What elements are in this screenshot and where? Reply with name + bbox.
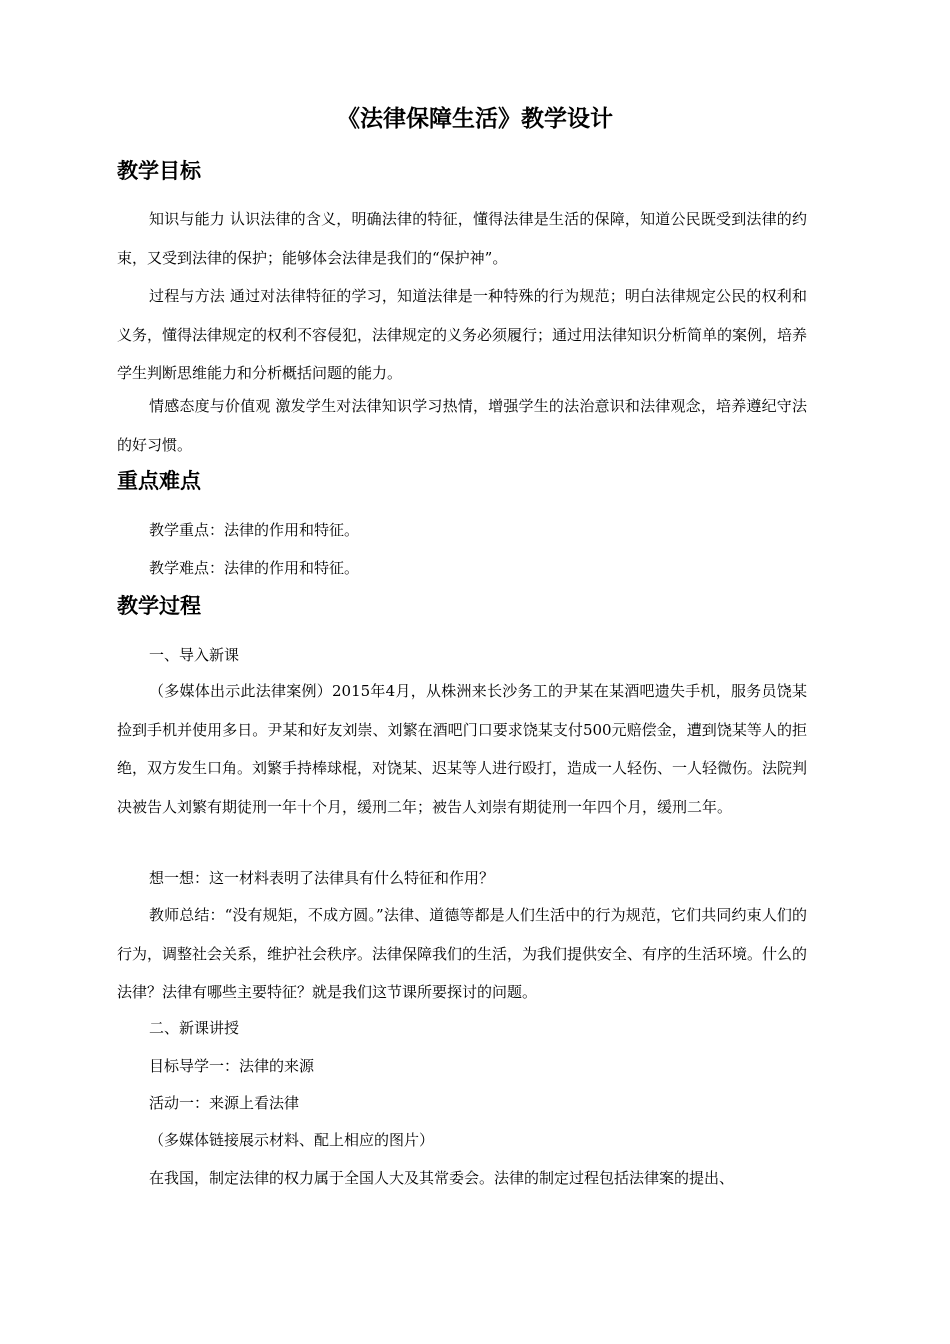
section-heading-process: 教学过程	[117, 594, 201, 618]
media-note-line: （多媒体链接展示材料、配上相应的图片）	[149, 1131, 435, 1149]
think-line: 想一想：这一材料表明了法律具有什么特征和作用？	[149, 869, 495, 887]
last-line: 在我国，制定法律的权力属于全国人大及其常委会。法律的制定过程包括法律案的提出、	[149, 1169, 735, 1187]
goal1-line: 目标导学一：法律的来源	[149, 1057, 315, 1075]
key-point-line: 教学重点：法律的作用和特征。	[149, 521, 360, 539]
section-heading-objectives: 教学目标	[117, 159, 201, 183]
objective-emotion-paragraph: 情感态度与价值观 激发学生对法律知识学习热情，增强学生的法治意识和法律观念，培养遵纪守法的好习惯。	[117, 397, 807, 454]
teacher-summary-paragraph: 教师总结：“没有规矩，不成方圆。”法律、道德等都是人们生活中的行为规范，它们共同约束人们的行为，调整社会关系，维护社会秩序。法律保障我们的生活，为我们提供安全、有序的生活环境。什么的法律？法律有哪些主要特征？就是我们这节课所要探讨的问题。	[117, 906, 808, 1001]
activity1-line: 活动一：来源上看法律	[149, 1094, 300, 1112]
difficult-point-line: 教学难点：法律的作用和特征。	[149, 559, 360, 577]
step1-title: 一、导入新课	[149, 646, 240, 664]
section-heading-key-points: 重点难点	[117, 469, 201, 493]
document-title: 《法律保障生活》教学设计	[337, 106, 613, 132]
objective-process-paragraph: 过程与方法 通过对法律特征的学习，知道法律是一种特殊的行为规范；明白法律规定公民的权利和义务，懂得法律规定的权利不容侵犯，法律规定的义务必须履行；通过用法律知识分析简单的案例，培养学生判断思维能力和分析概括问题的能力。	[117, 287, 808, 382]
case-paragraph: （多媒体出示此法律案例）2015年4月，从株洲来长沙务工的尹某在某酒吧遗失手机，服务员饶某捡到手机并使用多日。尹某和好友刘崇、刘繁在酒吧门口要求饶某支付500元赔偿金，遭到饶某等人的拒绝，双方发生口角。刘繁手持棒球棍，对饶某、迟某等人进行殴打，造成一人轻伤、一人轻微伤。法院判决被告人刘繁有期徒刑一年十个月，缓刑二年；被告人刘崇有期徒刑一年四个月，缓刑二年。	[117, 682, 808, 816]
step2-title: 二、新课讲授	[149, 1019, 240, 1037]
objective-knowledge-paragraph: 知识与能力 认识法律的含义，明确法律的特征，懂得法律是生活的保障，知道公民既受到法律的约束，又受到法律的保护；能够体会法律是我们的“保护神”。	[117, 210, 807, 267]
